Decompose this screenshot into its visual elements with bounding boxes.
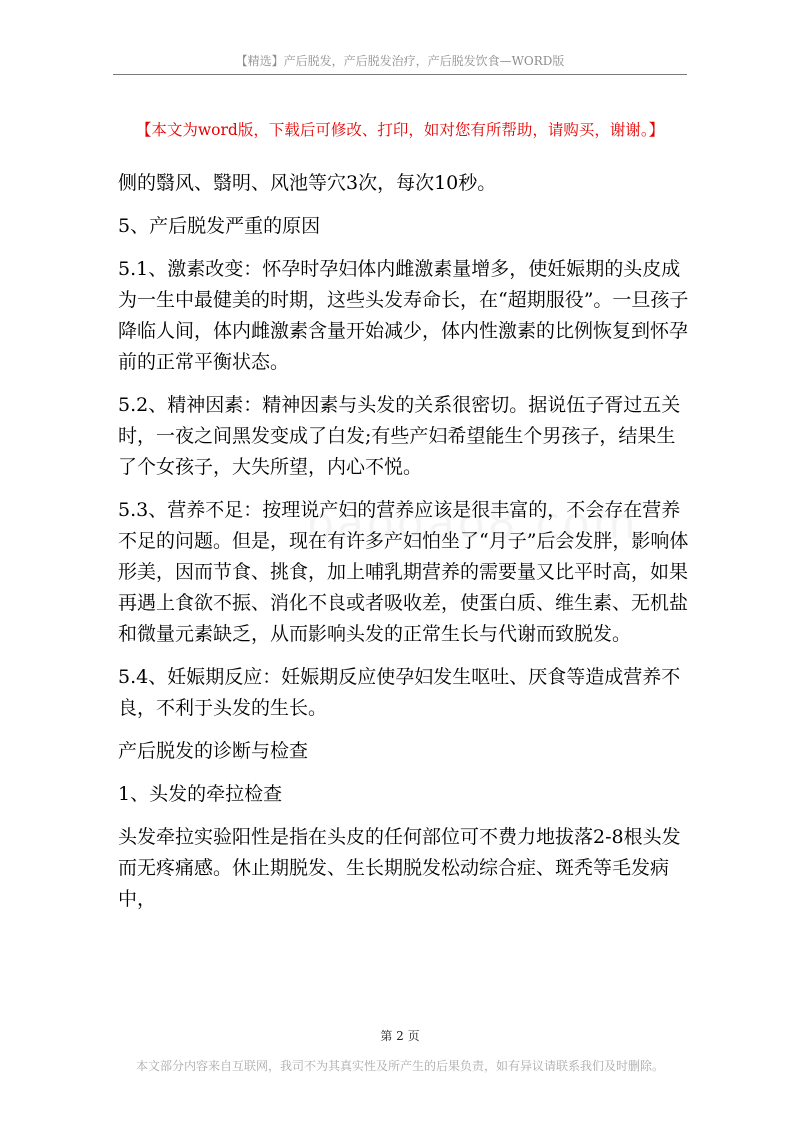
header-title: 【精选】产后脱发，产后脱发治疗，产后脱发饮食—WORD版 bbox=[235, 54, 565, 68]
paragraph-mental-factors: 5.2、精神因素：精神因素与头发的关系很密切。据说伍子胥过五关时，一夜之间黑发变成了白发;有些产妇希望能生个男孩子，结果生了个女孩子，大失所望，内心不悦。 bbox=[118, 394, 681, 478]
document-body bbox=[118, 168, 690, 927]
paragraph-nutrition: 5.3、营养不足：按理说产妇的营养应该是很丰富的，不会存在营养不足的问题。但是，现在有许多产妇怕坐了“月子”后会发胖，影响体形美，因而节食、挑食，加上哺乳期营养的需要量又比平时高，如果再遇上食欲不振、消化不良或者吸收差，使蛋白质、维生素、无机盐和微量元素缺乏，从而影响头发的正常生长与代谢而致脱发。 bbox=[118, 499, 689, 645]
page-number: 第 2 页 bbox=[380, 1029, 420, 1043]
paragraph-pull-test: 头发牵拉实验阳性是指在头皮的任何部位可不费力地拔落2-8根头发而无疼痛感。休止期脱发、生长期脱发松动综合症、斑秃等毛发病中， bbox=[118, 826, 681, 910]
subheading-pull-test: 1、头发的牵拉检查 bbox=[118, 783, 283, 805]
section-heading-diagnosis: 产后脱发的诊断与检查 bbox=[118, 740, 309, 762]
paragraph-hormone-change: 5.1、激素改变：怀孕时孕妇体内雌激素量增多，使妊娠期的头皮成为一生中最健美的时期，这些头发寿命长，在“超期服役”。一旦孩子降临人间，体内雌激素含量开始减少，体内性激素的比例恢复到怀孕前的正常平衡状态。 bbox=[118, 258, 689, 373]
word-version-notice: 【本文为word版，下载后可修改、打印，如对您有所帮助，请购买，谢谢。】 bbox=[135, 121, 665, 139]
header-divider bbox=[113, 74, 687, 75]
footer-disclaimer: 本文部分内容来自互联网，我司不为其真实性及所产生的后果负责，如有异议请联系我们及时删除。 bbox=[135, 1059, 664, 1073]
section-heading-causes: 5、产后脱发严重的原因 bbox=[118, 215, 321, 237]
paragraph-pregnancy-reaction: 5.4、妊娠期反应：妊娠期反应使孕妇发生呕吐、厌食等造成营养不良，不利于头发的生长。 bbox=[118, 666, 681, 719]
paragraph-continuation: 侧的翳风、翳明、风池等穴3次，每次10秒。 bbox=[118, 172, 497, 194]
